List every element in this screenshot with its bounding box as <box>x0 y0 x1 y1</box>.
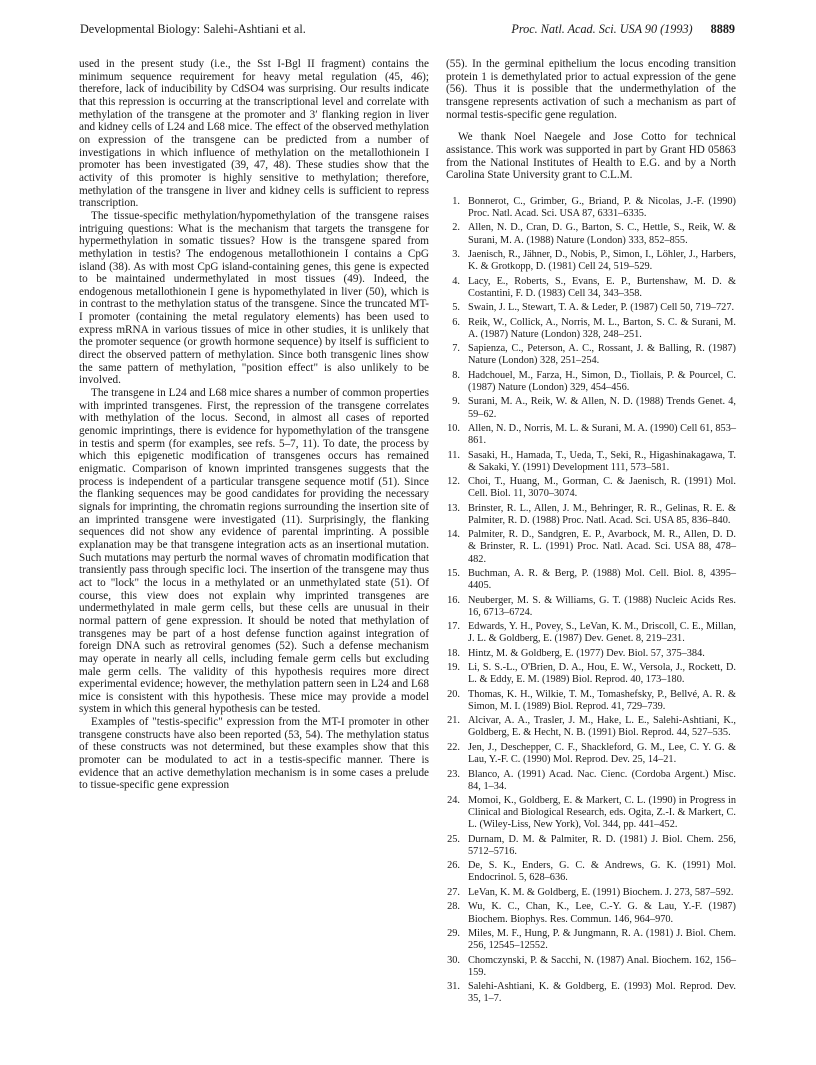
reference-number: 9. <box>452 396 460 408</box>
reference-item <box>446 396 736 420</box>
reference-number: 30. <box>447 954 460 966</box>
body-paragraph: Examples of "testis-specific" expression from the MT-I promoter in other transgene constructs have also been reported (53, 54). The methylation status of these constructs was not determined, but these examples show that this promoter can be modulated to act in a testis-specific manner. There is evidence that an active demethylation mechanism is in some cases a prelude to tissue-specific gene expression <box>79 716 429 792</box>
reference-text: Wu, K. C., Chan, K., Lee, C.-Y. G. & Lau, Y.-F. (1987) Biochem. Biophys. Res. Commun. 146, 964–970. <box>468 901 736 925</box>
body-paragraph: (55). In the germinal epithelium the locus encoding transition protein 1 is demethylated prior to actual expression of the gene (56). Thus it is possible that the undermethylation of the transgene represents activation of such a mechanism as part of normal testis-specific gene regulation. <box>446 58 736 121</box>
reference-item <box>446 662 736 686</box>
reference-item <box>446 595 736 619</box>
reference-number: 22. <box>447 741 460 753</box>
reference-text: Sapienza, C., Peterson, A. C., Rossant, J. & Balling, R. (1987) Nature (London) 328, 251–254. <box>468 343 736 367</box>
reference-text: Sasaki, H., Hamada, T., Ueda, T., Seki, R., Higashinakagawa, T. & Sakaki, Y. (1991) Development 111, 573–581. <box>468 449 736 473</box>
reference-text: Neuberger, M. S. & Williams, G. T. (1988) Nucleic Acids Res. 16, 6713–6724. <box>468 594 736 618</box>
reference-number: 21. <box>447 715 460 727</box>
reference-item <box>446 648 736 660</box>
reference-item <box>446 901 736 925</box>
body-paragraph: The tissue-specific methylation/hypomethylation of the transgene raises intriguing questions: What is the mechanism that targets the transgene for hypermethylation in somatic tissues? How is the transgene spared from methylation in testis? The endogenous metallothionein I contains a CpG island (38). As with most CpG island-containing genes, this gene is expected to be maintained undermethylated in most tissues (49). Indeed, the endogenous metallothionein I gene is hypomethylated in liver (50), which is in contrast to the methylation status of the transgene. Since the truncated MT-I promoter (containing the metal regulatory elements) has been used to express mRNA in various tissues of mice in other studies, it is unlikely that the promoter sequence (or growth hormone sequence) by itself is sufficient to direct the observed pattern of methylation. Since both transgenic lines show the same pattern of methylation, "position effect" is also unlikely to be involved. <box>79 209 429 387</box>
reference-text: Blanco, A. (1991) Acad. Nac. Cienc. (Cordoba Argent.) Misc. 84, 1–34. <box>468 768 736 792</box>
reference-number: 4. <box>452 275 460 287</box>
reference-item <box>446 860 736 884</box>
reference-number: 25. <box>447 833 460 845</box>
reference-number: 27. <box>447 886 460 898</box>
reference-item <box>446 276 736 300</box>
reference-number: 3. <box>452 249 460 261</box>
reference-item <box>446 476 736 500</box>
reference-item <box>446 955 736 979</box>
reference-text: Lacy, E., Roberts, S., Evans, E. P., Burtenshaw, M. D. & Costantini, F. D. (1983) Cell 34, 343–358. <box>468 275 736 299</box>
reference-text: Reik, W., Collick, A., Norris, M. L., Barton, S. C. & Surani, M. A. (1987) Nature (London) 328, 248–251. <box>468 316 736 340</box>
reference-number: 1. <box>452 195 460 207</box>
reference-text: Miles, M. F., Hung, P. & Jungmann, R. A. (1981) J. Biol. Chem. 256, 12545–12552. <box>468 928 736 952</box>
reference-item <box>446 343 736 367</box>
reference-text: Allen, N. D., Cran, D. G., Barton, S. C., Hettle, S., Reik, W. & Surani, M. A. (1988) Nature (London) 333, 852–855. <box>468 222 736 246</box>
reference-item <box>446 981 736 1005</box>
reference-number: 16. <box>447 594 460 606</box>
header-right <box>511 22 735 37</box>
reference-item <box>446 503 736 527</box>
reference-number: 8. <box>452 369 460 381</box>
reference-text: Jen, J., Deschepper, C. F., Shackleford, G. M., Lee, C. Y. G. & Lau, Y.-F. C. (1990) Mol. Reprod. Dev. 25, 14–21. <box>468 741 736 766</box>
reference-text: Thomas, K. H., Wilkie, T. M., Tomashefsky, P., Bellvé, A. R. & Simon, M. I. (1989) Biol. Reprod. 41, 729–739. <box>468 688 736 712</box>
reference-item <box>446 769 736 793</box>
reference-item <box>446 887 736 899</box>
reference-text: Salehi-Ashtiani, K. & Goldberg, E. (1993) Mol. Reprod. Dev. 35, 1–7. <box>468 981 736 1005</box>
reference-item <box>446 568 736 592</box>
reference-list <box>446 196 736 1005</box>
reference-number: 23. <box>447 768 460 780</box>
reference-number: 6. <box>452 316 460 328</box>
reference-number: 18. <box>447 647 460 659</box>
reference-item <box>446 689 736 713</box>
reference-text: Hintz, M. & Goldberg, E. (1977) Dev. Biol. 57, 375–384. <box>468 647 705 659</box>
reference-number: 14. <box>447 529 460 541</box>
reference-item <box>446 370 736 394</box>
reference-item <box>446 249 736 273</box>
reference-text: Momoi, K., Goldberg, E. & Markert, C. L. (1990) in Progress in Clinical and Biological Research, eds. Ogita, Z.-I. & Markert, C. L. (Wiley-Liss, New York), Vol. 344, pp. 441–452. <box>468 795 736 831</box>
reference-text: Bonnerot, C., Grimber, G., Briand, P. & Nicolas, J.-F. (1990) Proc. Natl. Acad. Sci. USA 87, 6331–6335. <box>468 195 736 219</box>
reference-text: Brinster, R. L., Allen, J. M., Behringer, R. R., Gelinas, R. E. & Palmiter, R. D. (1988) Proc. Natl. Acad. Sci. USA 85, 836–840. <box>468 502 736 526</box>
body-paragraph: The transgene in L24 and L68 mice shares a number of common properties with imprinted transgenes. First, the repression of the transgene correlates with methylation of the locus. Second, in almost all cases of reported genomic imprintings, there is evidence for hypomethylation of the transgene in testis and sperm (for examples, see refs. 5–7, 11). To date, the process by which this epigenetic modification of transgenes occurs has remained enigmatic. Comparison of known imprinted transgenes suggests that the process is independent of a particular transgene sequence motif (51). Since the flanking sequences may be good candidates for providing the necessary signals for imprinting, the chromatin regions surrounding the insertion site of an imprinted transgene were investigated (11). Surprisingly, the flanking sequences did not show any evidence of parental imprinting. A possible explanation may be that transgene integration acts as an insertional mutation. Such mutations may perturb the normal waves of chromatin modification that transiently pass through specific loci. The insertion of the transgene may thus act to "lock" the locus in a methylated or an unmethylated state (51). Of course, this view does not explain why imprinted transgenes are undermethylated in male germ cells, but these cells are unusual in their normal pattern of gene expression. It should be noted that methylation of transgenes may be part of a host defense function against integration of foreign DNA such as retroviral genomes (52). Such a defense mechanism may operate in nearly all cells, including female germ cells but excluding male germ cells. The validity of this hypothesis requires more direct experimental evidence; however, the methylation pattern seen in L24 and L68 mice is consistent with this hypothesis. These mice may provide a model system in which this general hypothesis can be tested. <box>79 387 429 716</box>
reference-text: Durnam, D. M. & Palmiter, R. D. (1981) J. Biol. Chem. 256, 5712–5716. <box>468 833 736 857</box>
reference-number: 5. <box>452 302 460 314</box>
reference-text: LeVan, K. M. & Goldberg, E. (1991) Biochem. J. 273, 587–592. <box>468 886 734 898</box>
left-column <box>79 58 429 792</box>
right-column <box>446 58 736 1008</box>
running-header <box>80 22 735 42</box>
reference-number: 2. <box>452 222 460 234</box>
reference-item <box>446 715 736 739</box>
reference-text: Surani, M. A., Reik, W. & Allen, N. D. (1988) Trends Genet. 4, 59–62. <box>468 396 736 420</box>
reference-item <box>446 450 736 474</box>
reference-text: Jaenisch, R., Jähner, D., Nobis, P., Simon, I., Löhler, J., Harbers, K. & Grotkopp, D. (1981) Cell 24, 519–529. <box>468 249 736 273</box>
reference-item <box>446 621 736 645</box>
reference-text: Allen, N. D., Norris, M. L. & Surani, M. A. (1990) Cell 61, 853–861. <box>468 423 736 447</box>
reference-number: 26. <box>447 860 460 872</box>
body-paragraph: used in the present study (i.e., the Sst I-Bgl II fragment) contains the minimum sequence requirement for heavy metal regulation (45, 46); therefore, lack of inducibility by CdSO4 was surprising. Our results indicate that this repression is occurring at the transcriptional level and correlate with methylation of the transgene at the promoter and 3′ flanking region in liver and kidney cells of L24 and L68 mice. The effect of the observed methylation on expression of the transgene can be predicted from a number of investigations in which influence of methylation on the metallothionein I promoter has been investigated (39, 47, 48). These studies show that the activity of this promoter is highly sensitive to methylation; therefore, methylation of the transgene in liver and kidney cells is sufficient to repress transcription. <box>79 58 429 210</box>
acknowledgment: We thank Noel Naegele and Jose Cotto for technical assistance. This work was supported in part by Grant HD 05863 from the National Institutes of Health to E.G. and by a North Carolina State University grant to C.L.M. <box>446 131 736 182</box>
reference-number: 20. <box>447 688 460 700</box>
reference-item <box>446 317 736 341</box>
reference-text: Hadchouel, M., Farza, H., Simon, D., Tiollais, P. & Pourcel, C. (1987) Nature (London) 329, 454–456. <box>468 369 736 393</box>
reference-number: 31. <box>447 981 460 993</box>
reference-number: 11. <box>447 449 460 461</box>
reference-text: Edwards, Y. H., Povey, S., LeVan, K. M., Driscoll, C. E., Millan, J. L. & Goldberg, E. (1987) Dev. Genet. 8, 219–231. <box>468 621 736 645</box>
reference-item <box>446 529 736 565</box>
reference-text: Li, S. S.-L., O'Brien, D. A., Hou, E. W., Versola, J., Rockett, D. L. & Eddy, E. M. (1989) Biol. Reprod. 40, 173–180. <box>468 662 736 686</box>
reference-number: 15. <box>447 568 460 579</box>
reference-number: 24. <box>447 795 460 807</box>
reference-text: Chomczynski, P. & Sacchi, N. (1987) Anal. Biochem. 162, 156–159. <box>468 954 736 978</box>
reference-item <box>446 928 736 952</box>
page-number: 8889 <box>710 22 735 36</box>
reference-text: De, S. K., Enders, G. C. & Andrews, G. K. (1991) Mol. Endocrinol. 5, 628–636. <box>468 860 736 884</box>
reference-item <box>446 742 736 766</box>
reference-item <box>446 196 736 220</box>
reference-number: 28. <box>447 901 460 913</box>
reference-item <box>446 795 736 831</box>
reference-text: Palmiter, R. D., Sandgren, E. P., Avarbock, M. R., Allen, D. D. & Brinster, R. L. (1991) Proc. Natl. Acad. Sci. USA 88, 478–482. <box>468 529 736 565</box>
reference-text: Alcivar, A. A., Trasler, J. M., Hake, L. E., Salehi-Ashtiani, K., Goldberg, E. & Hecht, N. B. (1991) Biol. Reprod. 44, 527–535. <box>468 715 736 739</box>
reference-item <box>446 423 736 447</box>
reference-item <box>446 222 736 246</box>
reference-number: 19. <box>447 662 460 674</box>
reference-number: 17. <box>447 621 460 633</box>
reference-number: 7. <box>452 343 460 355</box>
reference-number: 12. <box>447 476 460 488</box>
reference-number: 10. <box>447 423 460 435</box>
journal-citation: Proc. Natl. Acad. Sci. USA 90 (1993) <box>511 22 693 36</box>
reference-number: 29. <box>447 928 460 939</box>
reference-number: 13. <box>447 502 460 514</box>
reference-item <box>446 302 736 314</box>
reference-text: Choi, T., Huang, M., Gorman, C. & Jaenisch, R. (1991) Mol. Cell. Biol. 11, 3070–3074. <box>468 476 736 500</box>
reference-item <box>446 834 736 858</box>
reference-text: Buchman, A. R. & Berg, P. (1988) Mol. Cell. Biol. 8, 4395–4405. <box>468 568 736 592</box>
header-left: Developmental Biology: Salehi-Ashtiani et al. <box>80 22 306 36</box>
reference-text: Swain, J. L., Stewart, T. A. & Leder, P. (1987) Cell 50, 719–727. <box>468 302 735 314</box>
